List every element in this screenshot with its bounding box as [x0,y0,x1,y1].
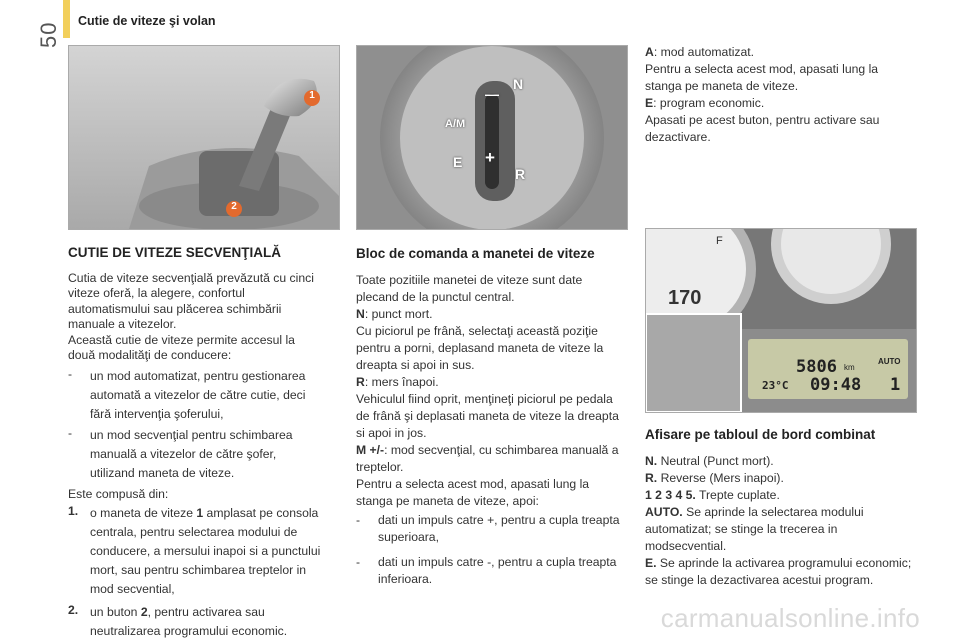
dash-speed: 170 [668,287,702,309]
column-3-top: A: mod automatizat. Pentru a selecta acest mod, apasati lung la stanga pe maneta de viteze. E: program economic. Apasati pe acest buton, pentru activare sau dezactivare. [645,45,880,144]
heading-afisare: Afisare pe tabloul de bord combinat [645,427,876,442]
callout-1: 1 [309,90,315,101]
heading-bloc-comanda: Bloc de comanda a manetei de viteze [356,246,595,261]
intro-paragraph-1: Cutia de viteze secvenţială prevăzută cu cinci viteze oferă, la alegere, confortul automatismului sau plăcerea schimbării manuale a vitezelor. [68,270,314,331]
column-1 [68,245,323,643]
page-number: 50 [36,21,61,48]
column-3-bottom: Afisare pe tabloul de bord combinat N. Neutral (Punct mort). R. Reverse (Mers inapoi). 1 2 3 4 5. Trepte cuplate. AUTO. Se aprinde la selectarea modului automatizat; se stinge la trecerea in modsecvential. E. Se aprinde la activarea programului economic; se stinge la dezactivarea acestui program. [645,426,915,589]
list-item: - dati un impuls catre -, pentru a cupla treapta inferioara. [356,555,617,586]
mode-automatizat: un mod automatizat, pentru gestionarea automată a vitezelor de către cutie, deci fără intervenţia şoferului, [90,368,306,421]
list-item: 1. o maneta de viteze 1 amplasat pe consola centrala, pentru selectarea modului de conducere, a mersului inapoi si a punctului mort, sau pentru schimbarea treptelor in mod secvential, [68,504,321,596]
section-title: Cutie de viteze şi volan [78,14,216,28]
intro-paragraph-2: Această cutie de viteze permite accesul la două modalităţi de conducere: [68,332,295,362]
gate-plus: + [485,148,495,167]
dash-clock: 09:48 [810,375,862,395]
dash-temperature: 23°C [762,379,789,392]
dash-auto-indicator: AUTO [878,357,901,366]
dash-odometer: 5806 [796,357,837,377]
gate-am: A/M [445,118,466,130]
gate-e: E [453,154,463,170]
section-accent-bar [63,0,70,38]
dash-km-unit: km [844,363,855,372]
gate-r: R [515,166,526,182]
list-item: 2. un buton 2, pentru activarea sau neutralizarea programului economic. [68,603,288,638]
shifter-photo [68,45,340,230]
list-item: - un mod secvenţial pentru schimbarea manuală a vitezelor de către şofer, utilizand maneta de viteze. [68,426,323,483]
column-2: Bloc de comanda a manetei de viteze Toate pozitiile manetei de viteze sunt date plecand de la punctul central. N: punct mort. Cu piciorul pe frână, selectaţi această poziţie pentru a porni, deplasand maneta de viteze la dreapta si apoi in sus. R: mers înapoi. Vehiculul fiind oprit, menţineţi piciorul pe pedala de frână şi deplasati maneta de viteze la dreapta si apoi in jos. M +/-: mod secvenţial, cu schimbarea manuală a treptelor. Pentru a selecta acest mod, apasati lung la stanga pe maneta de viteze, apoi: - dati un impuls catre +, pentru a cupla treapta superioara, - dati un impuls catre -, pentru a cupla treapta inferioara. [356,245,626,590]
list-item: - dati un impuls catre +, pentru a cupla treapta superioara, [356,513,620,544]
callout-2: 2 [231,201,237,212]
mode-secvential: un mod secvenţial pentru schimbarea manuală a vitezelor de către şofer, utilizand maneta de viteze. [90,427,293,480]
composed-label: Este compusă din: [68,486,169,501]
gate-n: N [513,76,524,92]
list-item: - un mod automatizat, pentru gestionarea automată a vitezelor de către cutie, deci fără intervenţia şoferului, [68,367,323,424]
dashboard-photo [645,228,917,413]
heading-secventiala: CUTIE DE VITEZE SECVENŢIALĂ [68,245,282,260]
dash-gear: 1 [890,375,901,395]
gear-gate-photo [356,45,628,230]
watermark: carmanualsonline.info [660,603,920,633]
dash-fuel-f: F [716,235,723,247]
gate-minus: — [485,86,499,102]
